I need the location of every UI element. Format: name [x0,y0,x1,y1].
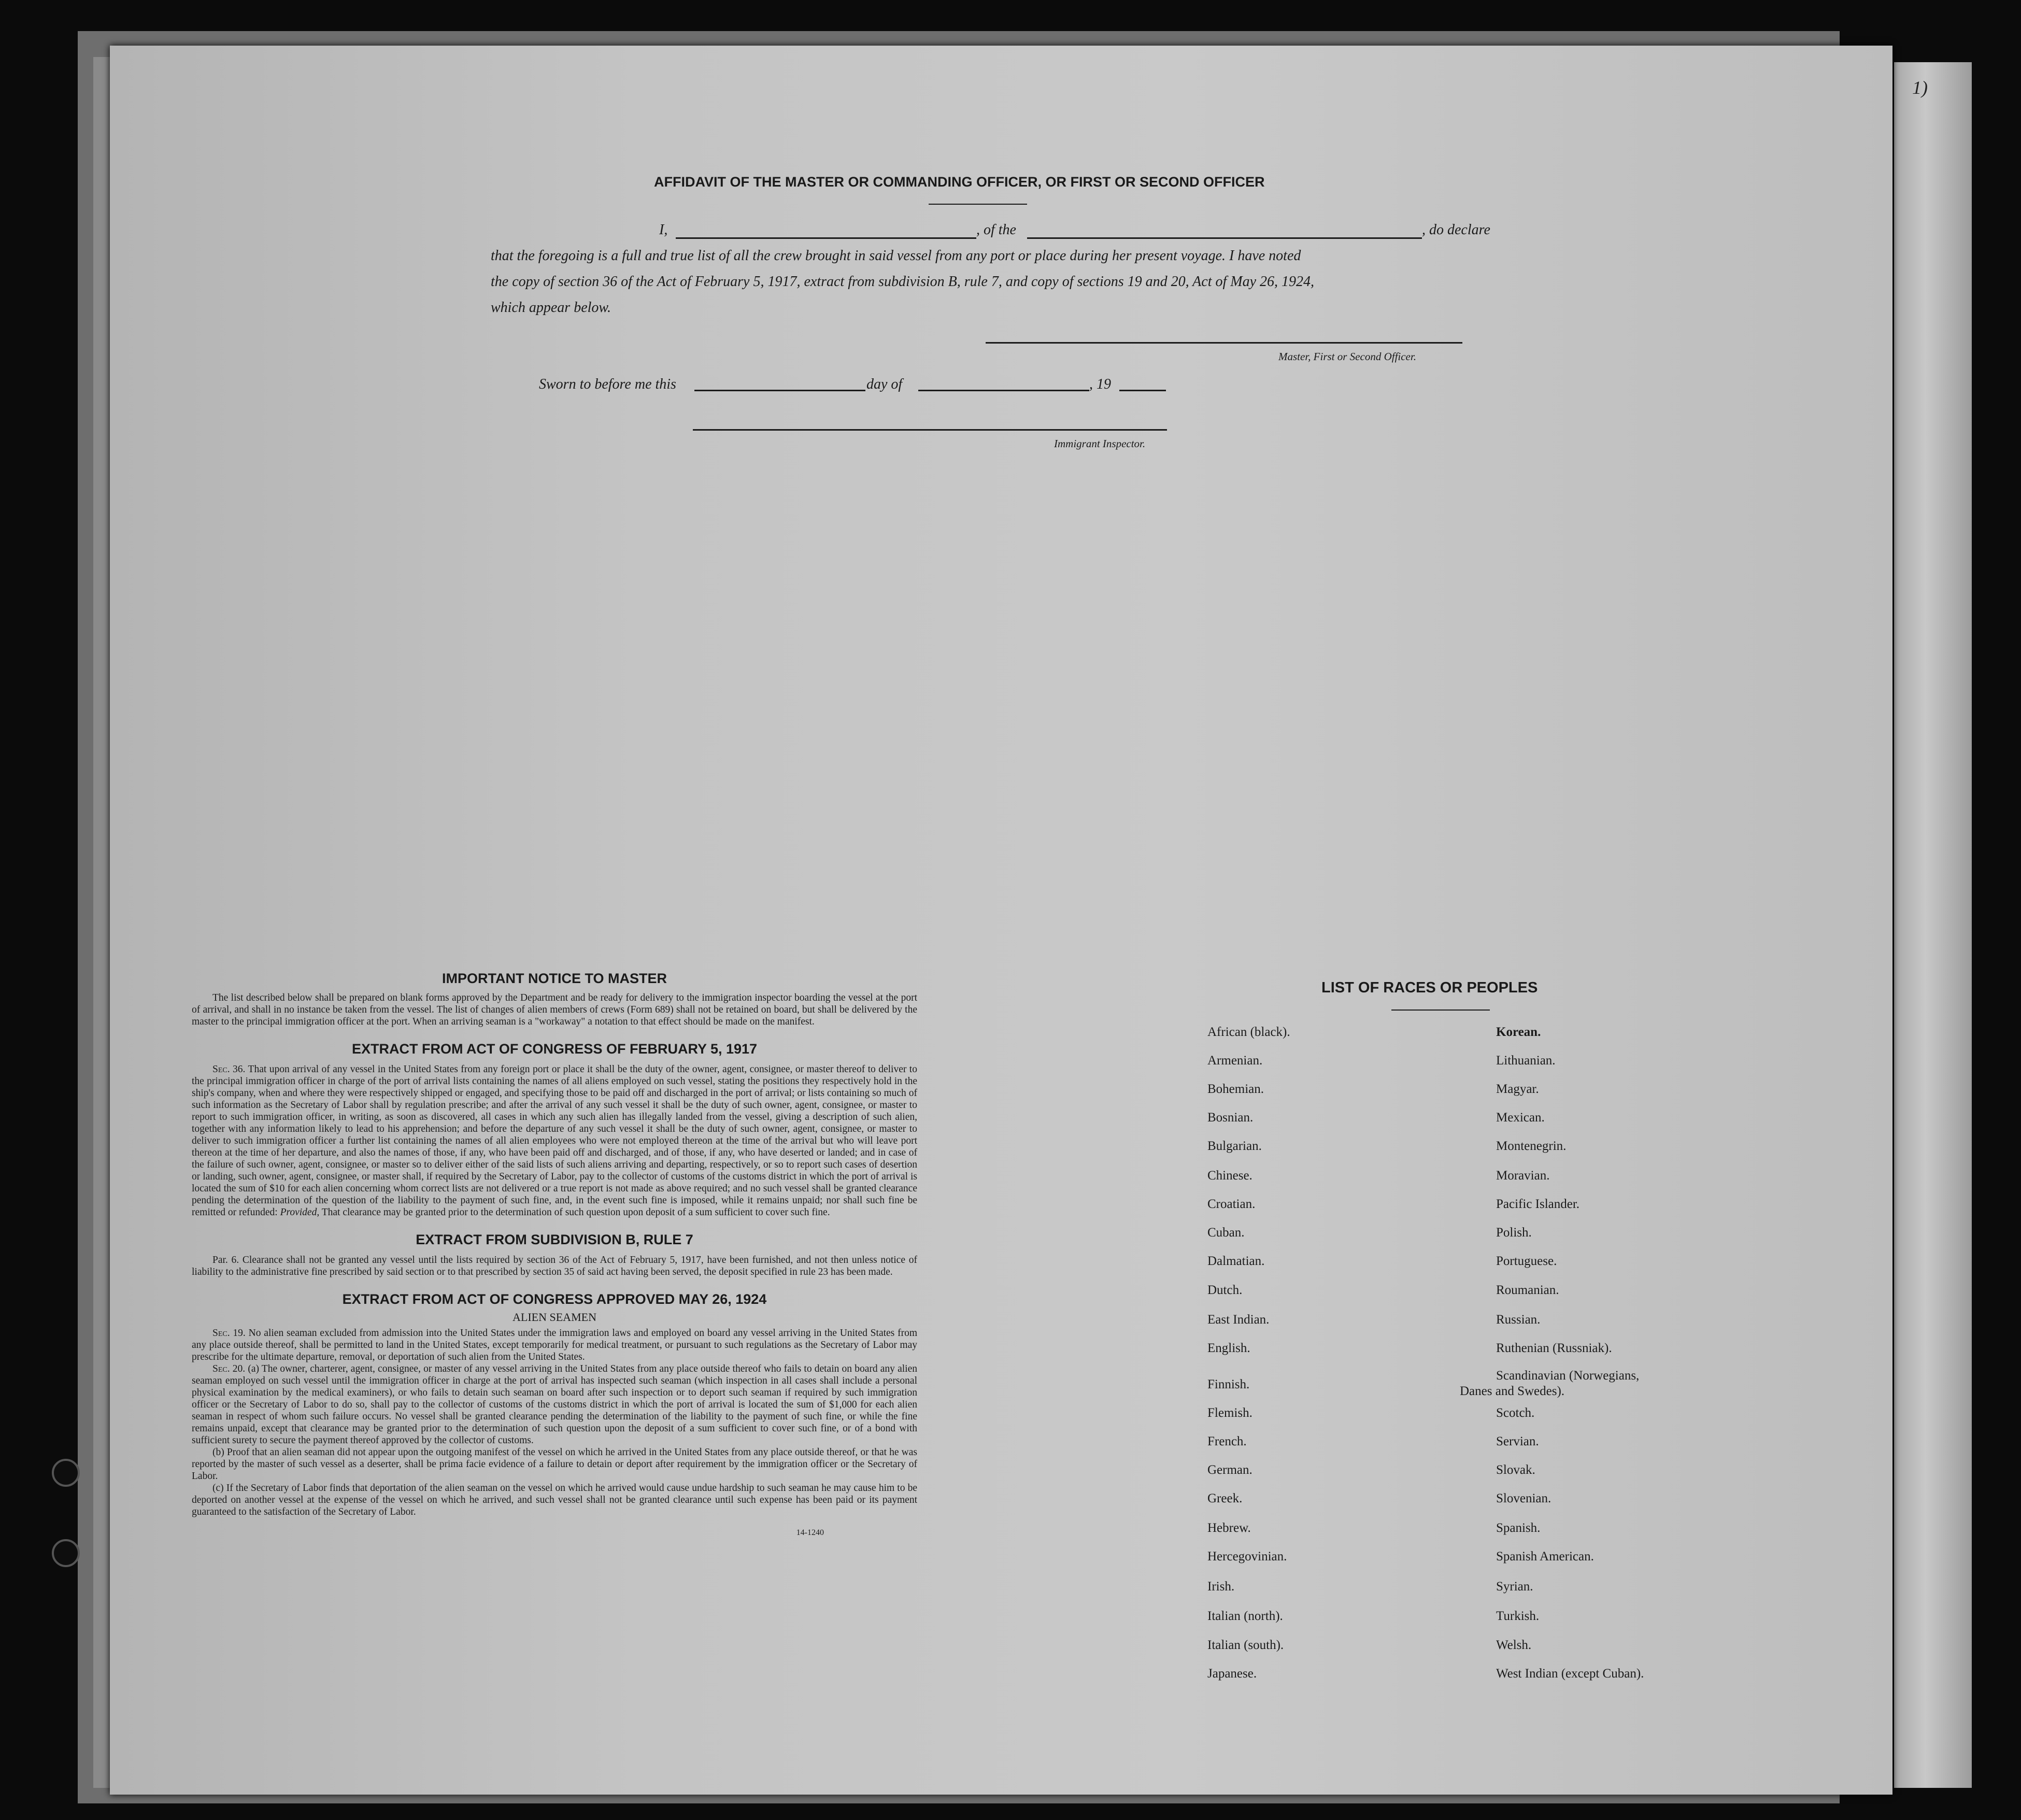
race-item: German. [1207,1463,1253,1477]
rule7-heading: EXTRACT FROM SUBDIVISION B, RULE 7 [416,1232,693,1247]
affidavit-of-the: , of the [976,222,1016,238]
form-number: 14-1240 [796,1528,824,1537]
race-item: Danes and Swedes). [1460,1384,1565,1398]
race-item: Lithuanian. [1496,1054,1556,1068]
extract-1917-heading: EXTRACT FROM ACT OF CONGRESS OF FEBRUARY 5, 1917 [351,1041,758,1057]
race-item: Dalmatian. [1207,1254,1265,1268]
inspector-signature-line[interactable] [693,429,1167,431]
corner-mark: 1) [1912,77,1928,98]
punch-hole [52,1539,80,1567]
affidavit-line3: the copy of section 36 of the Act of February 5, 1917, extract from subdivision B, rule 7, and copy of sections 19 and 20, Act of May 26, 1924, [491,274,1315,290]
sec20b-text [192,1446,917,1482]
affidavit-line2: that the foregoing is a full and true list of all the crew brought in said vessel from any port or place during her present voyage. I have noted [491,248,1301,264]
race-item: Ruthenian (Russniak). [1496,1341,1612,1355]
affidavit-title: AFFIDAVIT OF THE MASTER OR COMMANDING OFFICER, OR FIRST OR SECOND OFFICER [654,174,1265,190]
race-item: Portuguese. [1496,1254,1557,1268]
rule7-text [192,1254,917,1278]
year-text: , 19 [1089,376,1111,392]
race-item: Turkish. [1496,1609,1540,1623]
alien-seamen-subheading: ALIEN SEAMEN [513,1311,596,1324]
race-item: Polish. [1496,1226,1532,1240]
race-item: English. [1207,1341,1250,1355]
race-item: Slovenian. [1496,1491,1552,1505]
day-of-text: day of [866,376,903,392]
sec20-label: Sec. 20. [212,1363,246,1374]
rule7-body: Par. 6. Clearance shall not be granted any vessel until the lists required by section 36 of the Act of February 5, 1917, have been furnished, and not then unless notice of liability to the administrative fine prescribed by said section or to that prescribed by section 35 of said act having been served, the deposit specified in rule 23 has been made. [192,1255,917,1277]
race-item: East Indian. [1207,1313,1270,1327]
notice-heading: IMPORTANT NOTICE TO MASTER [442,971,667,986]
affidavit-do-declare: , do declare [1422,222,1490,238]
adjacent-page-strip [1894,62,1972,1788]
race-item: French. [1207,1434,1247,1448]
sec20b-body: (b) Proof that an alien seaman did not appear upon the outgoing manifest of the vessel on which he arrived in the United States from any place outside thereof, or that he was reported by the master of such vessel as a deserter, shall be prima facie evidence of a failure to detain or deport after requirement by the immigration officer or the Secretary of Labor. [192,1447,917,1482]
race-item: Scotch. [1496,1406,1535,1420]
races-heading: LIST OF RACES OR PEOPLES [1321,979,1538,996]
sworn-day-blank[interactable] [694,390,865,391]
race-item: Bosnian. [1207,1111,1254,1125]
race-item: Japanese. [1207,1667,1257,1681]
race-item: Slovak. [1496,1463,1535,1477]
master-signature-line[interactable] [986,342,1462,344]
sworn-year-blank[interactable] [1119,390,1166,391]
race-item: Montenegrin. [1496,1139,1567,1153]
sec36-body: That upon arrival of any vessel in the United States from any foreign port or place it shall be the duty of the owner, agent, consignee, or master thereof to deliver to the principal immigration officer in charge of the port of arrival lists containing the names of all aliens employed on such vessel, stating the positions they respectively hold in the ship's company, when and where they were respectively shipped or engaged, and specifying those to be paid off and discharged in the port of arrival; or lists containing so much of such information as the Secretary of Labor shall by regulation prescribe; and after the arrival of any such vessel it shall be the duty of such owner, agent, consignee, or master to report to such immigration officer, in writing, as soon as discovered, all cases in which any such alien has illegally landed from the vessel, giving a description of such alien, together with any information likely to lead to his apprehension; and before the departure of any such vessel it shall be the duty of such owner, agent, consignee, or master to deliver to such immigration officer a further list containing the names of all alien employees who were not employed thereon at the time of the arrival but who will leave port thereon at the time of her departure, and also the names of those, if any, who have been paid off and discharged, and of those, if any, who have deserted or landed; and in case of the failure of such owner, agent, consignee, or master so to deliver either of the said lists of such aliens arriving and departing, respectively, or so to report such cases of desertion or landing, such owner, agent, consignee, or master shall, if required by the Secretary of Labor, pay to the collector of customs of the customs district in which the port of arrival is located the sum of $10 for each alien concerning whom correct lists are not delivered or a true report is not made as above required; and no such vessel shall be granted clearance pending the determination of the question of the liability to the payment of such fine, and, in the event such fine is imposed, while it remains unpaid; nor shall such fine be remitted or refunded: [192,1064,917,1218]
race-item: Cuban. [1207,1226,1245,1240]
sec20c-body: (c) If the Secretary of Labor finds that deportation of the alien seaman on the vessel on which he arrived would cause undue hardship to such seaman he may cause him to be deported on another vessel at the expense of the vessel on which he arrived, and such vessel shall not be granted clearance until such expense has been paid or its payment guaranteed to the satisfaction of the Secretary of Labor. [192,1483,917,1517]
sec36-end: That clearance may be granted prior to the determination of such question upon deposit of a sum sufficient to cover such fine. [321,1207,830,1218]
race-item: Spanish American. [1496,1549,1594,1563]
race-item: African (black). [1207,1025,1290,1039]
legal-column [192,971,917,1538]
manifest-page [110,46,1928,1795]
race-item: Flemish. [1207,1406,1253,1420]
sec19-label: Sec. 19. [212,1328,246,1339]
race-item: Bohemian. [1207,1082,1264,1096]
race-item: Armenian. [1207,1054,1263,1068]
notice-text [192,992,917,1028]
sec19-body: No alien seaman excluded from admission into the United States under the immigration laws and employed on board any vessel arriving in the United States from any place outside thereof, shall be permitted to land in the United States, except temporarily for medical treatment, or pursuant to such regulations as the Secretary of Labor may prescribe for the ultimate departure, removal, or deportation of such alien from the United States. [192,1328,917,1362]
race-item: Welsh. [1496,1638,1532,1652]
sec36-text [192,1063,917,1218]
sworn-text: Sworn to before me this [539,376,676,392]
race-item: Mexican. [1496,1111,1545,1125]
title-rule [929,204,1027,205]
race-item: Russian. [1496,1313,1541,1327]
race-item: Spanish. [1496,1521,1541,1535]
sec20a-text [192,1363,917,1446]
race-item: Dutch. [1207,1283,1243,1297]
race-item: West Indian (except Cuban). [1496,1667,1644,1681]
extract-1924-heading: EXTRACT FROM ACT OF CONGRESS APPROVED MAY 26, 1924 [342,1291,767,1307]
affidavit-line4: which appear below. [491,300,611,316]
punch-hole [52,1459,80,1487]
sec20c-text [192,1482,917,1518]
sec19-text [192,1327,917,1363]
race-item: Italian (south). [1207,1638,1284,1652]
race-item: Korean. [1496,1025,1541,1039]
race-item: Syrian. [1496,1580,1533,1594]
race-item: Bulgarian. [1207,1139,1262,1153]
race-item: Chinese. [1207,1169,1253,1183]
vessel-blank[interactable] [1027,237,1422,239]
race-item: Greek. [1207,1491,1243,1505]
races-rule [1391,1009,1490,1011]
race-item: Croatian. [1207,1197,1256,1211]
race-item: Hercegovinian. [1207,1549,1287,1563]
race-item: Hebrew. [1207,1521,1251,1535]
inspector-label: Immigrant Inspector. [1054,437,1146,450]
race-item: Moravian. [1496,1169,1550,1183]
affidavit-i: I, [659,222,668,238]
race-item: Irish. [1207,1580,1235,1594]
sworn-month-blank[interactable] [918,390,1089,391]
sec20a-body: (a) The owner, charterer, agent, consignee, or master of any vessel arriving in the United States from any place outside thereof who fails to detain on board any alien seaman employed on such vessel until the immigration officer in charge at the port of arrival has inspected such seaman (which inspection in all cases shall include a personal physical examination by the medical examiners), or who fails to detain such seaman on board after such inspection or to deport such seaman if required by such immigration officer or the Secretary of Labor to do so, shall pay to the collector of customs of the customs district in which the port of arrival is located the sum of $1,000 for each alien seaman in respect of whom such failure occurs. No vessel shall be granted clearance pending the determination of the liability to the payment of such fine, or while the fine remains unpaid, except that clearance may be granted prior to the determination of such question upon the deposit of a sum sufficient to cover such fine, or of a bond with sufficient surety to secure the payment thereof approved by the collector of customs. [192,1363,917,1446]
provided-word: Provided, [280,1207,320,1218]
race-item: Pacific Islander. [1496,1197,1580,1211]
notice-body: The list described below shall be prepared on blank forms approved by the Department and be ready for delivery to the immigration inspector boarding the vessel at the port of arrival, and shall in no instance be taken from the vessel. The list of changes of alien members of crews (Form 689) shall not be retained on board, but shall be delivered by the master to the principal immigration officer at the port. When an arriving seaman is a "workaway" a notation to that effect should be made on the manifest. [192,992,917,1027]
race-item: Italian (north). [1207,1609,1283,1623]
sec36-label: Sec. 36. [212,1064,246,1075]
race-item: Scandinavian (Norwegians, [1496,1369,1640,1383]
master-label: Master, First or Second Officer. [1278,350,1416,363]
name-blank[interactable] [676,237,976,239]
race-item: Finnish. [1207,1377,1250,1391]
race-item: Magyar. [1496,1082,1539,1096]
race-item: Servian. [1496,1434,1539,1448]
race-item: Roumanian. [1496,1283,1559,1297]
